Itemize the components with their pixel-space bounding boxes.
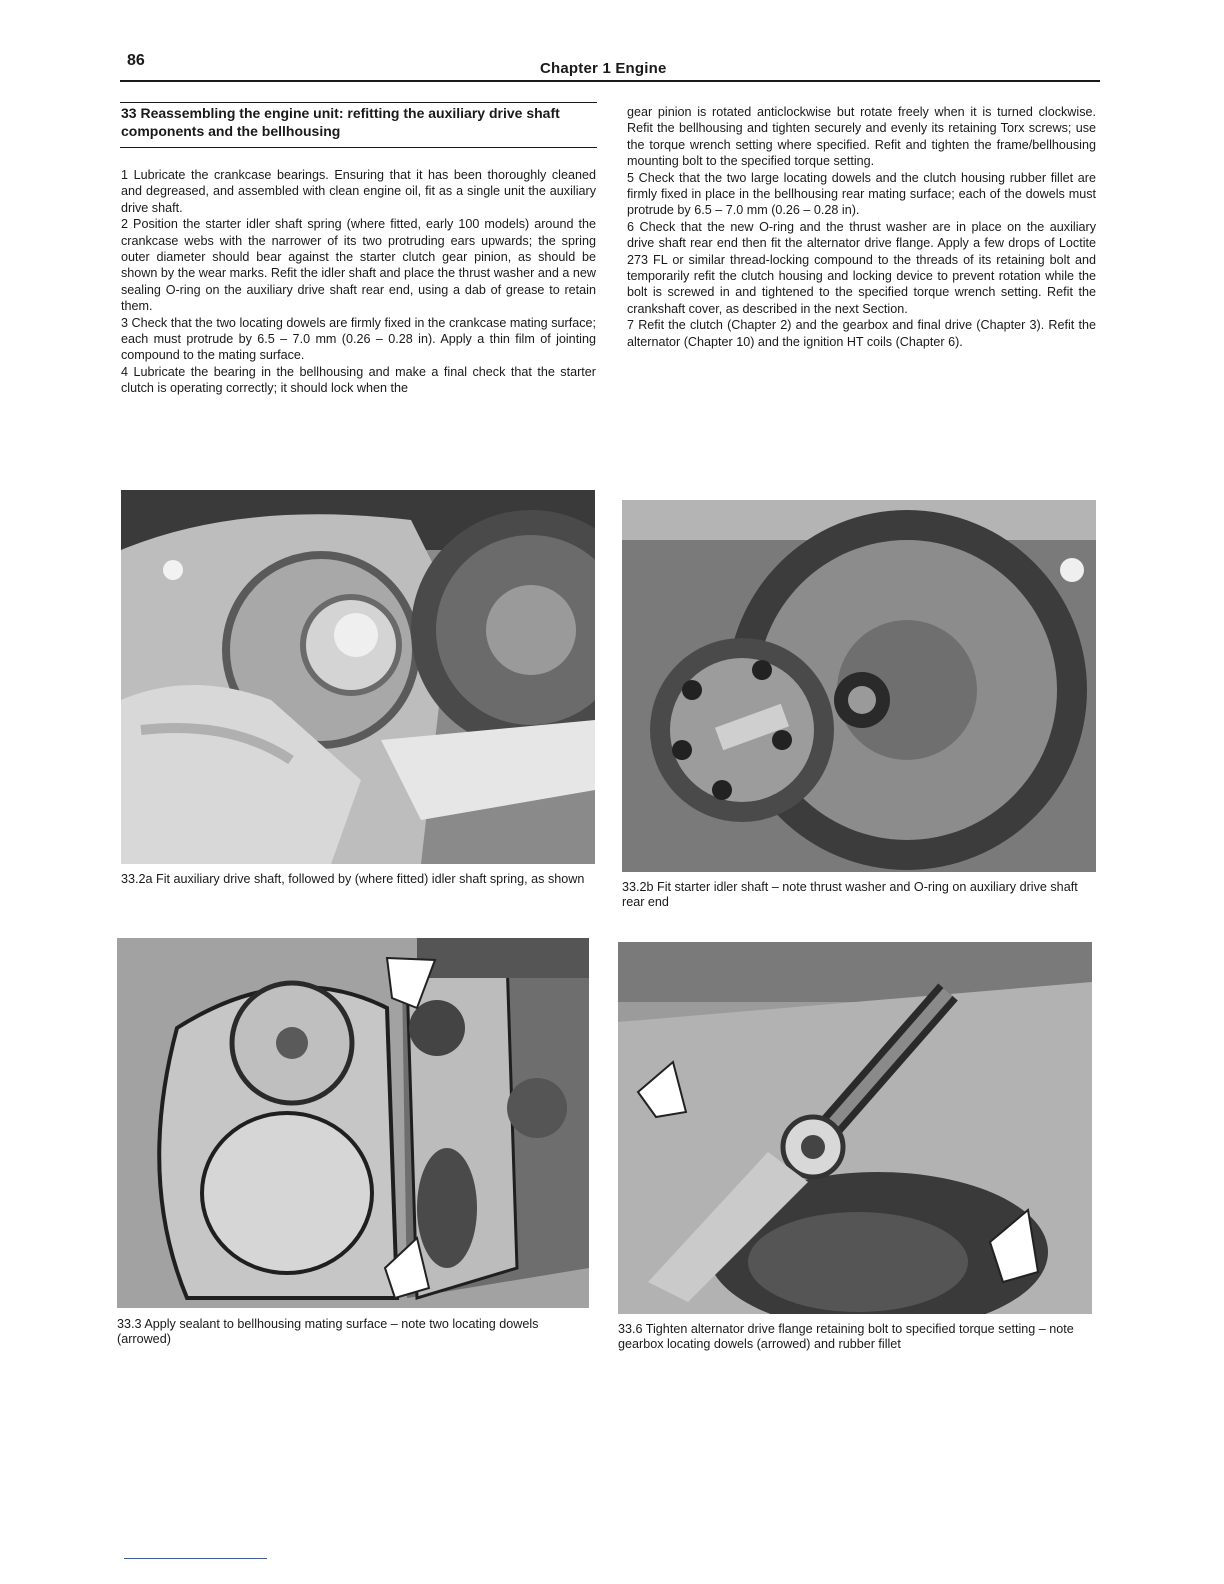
left-text-column [121,167,596,397]
caption-33-6: 33.6 Tighten alternator drive flange retaining bolt to specified torque setting – note gearbox locating dowels (arrowed) and rubber fillet [618,1322,1074,1351]
section-rule-top [120,102,597,103]
section-rule-bottom [120,147,597,148]
photo-bellhousing-sealant [117,938,589,1308]
paragraph-6: 6 Check that the new O-ring and the thrust washer are in place on the auxiliary drive shaft rear end then fit the alternator drive flange. Apply a few drops of Loctite 273 FL or similar thread-locking compound to the threads of its retaining bolt and temporarily refit the clutch housing and locking device to prevent rotation while the bolt is screwed in and tightened to the specified torque wrench setting. Refit the crankshaft cover, as described in the next Section. [627,219,1096,316]
caption-33-2b: 33.2b Fit starter idler shaft – note thrust washer and O-ring on auxiliary drive shaft rear end [622,880,1078,909]
paragraph-2: 2 Position the starter idler shaft spring (where fitted, early 100 models) around the crankcase webs with the narrower of its two protruding ears upwards; the spring outer diameter should bear against the starter clutch gear pinion, as should be shown by the wear marks. Refit the idler shaft and place the thrust washer and a new sealing O-ring on the auxiliary drive shaft rear end, using a dab of grease to retain them. [121,217,596,314]
paragraph-4-start: 4 Lubricate the bearing in the bellhousing and make a final check that the starter clutch is operating correctly; it should lock when the [121,364,596,396]
page-number: 86 [127,52,145,69]
paragraph-1: 1 Lubricate the crankcase bearings. Ensuring that it has been thoroughly cleaned and degreased, and assembled with clean engine oil, fit as a single unit the auxiliary drive shaft. [121,168,596,215]
section-title: 33 Reassembling the engine unit: refitting the auxiliary drive shaft components and the bellhousing [121,105,560,139]
paragraph-3: 3 Check that the two locating dowels are firmly fixed in the crankcase mating surface; each must protrude by 6.5 – 7.0 mm (0.26 – 0.28 in). Apply a thin film of jointing compound to the mating surface. [121,315,596,363]
paragraph-7: 7 Refit the clutch (Chapter 2) and the gearbox and final drive (Chapter 3). Refit the alternator (Chapter 10) and the ignition HT coils (Chapter 6). [627,318,1096,349]
photo-alternator-drive-flange [618,942,1092,1314]
caption-33-3: 33.3 Apply sealant to bellhousing mating surface – note two locating dowels (arrowed) [117,1317,539,1346]
paragraph-4-continued: gear pinion is rotated anticlockwise but rotate freely when it is turned clockwise. Refit the bellhousing and tighten securely and evenly its retaining Torx screws; use the torque wrench setting where specified. Refit and tighten the frame/bellhousing mounting bolt to the specified torque setting. [627,105,1096,169]
header-rule [120,80,1100,82]
paragraph-5: 5 Check that the two large locating dowels and the clutch housing rubber fillet are firmly fixed in place in the bellhousing rear mating surface; each of the dowels must protrude by 6.5 – 7.0 mm (0.26 – 0.28 in). [627,170,1096,218]
photo-auxiliary-shaft-spring [121,490,595,864]
caption-33-2a: 33.2a Fit auxiliary drive shaft, followed by (where fitted) idler shaft spring, as shown [121,872,585,886]
chapter-title: Chapter 1 Engine [540,60,667,77]
right-text-column [627,104,1096,350]
photo-starter-idler-shaft [622,500,1096,872]
footer-link-line [124,1558,267,1559]
